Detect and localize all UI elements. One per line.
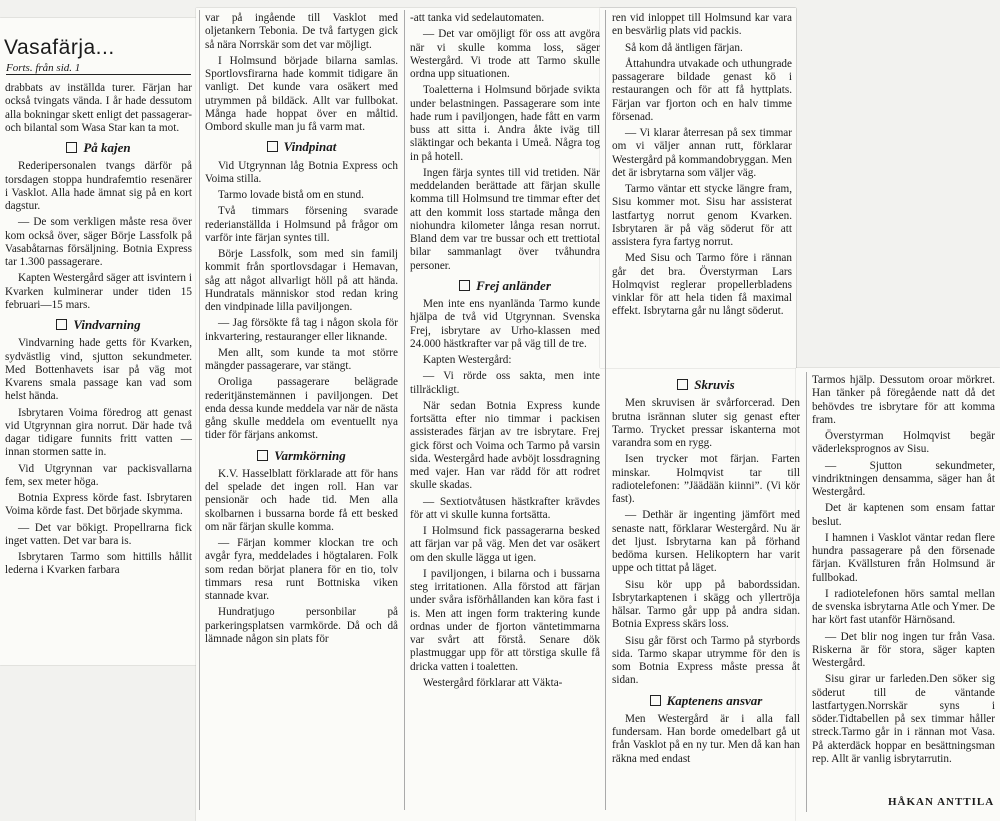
paragraph: Kapten Westergård säger att isvintern i Kvarken kulminerar under tiden 15 februari—15 mars. (5, 272, 192, 311)
paragraph: Toaletterna i Holmsund började svikta under belastningen. Passagerare som inte hade rum i paviljongen, hade fått en varm buss att sitta i. Andra åkte iväg till släktingar och bekanta i Umeå. Några tog in på hotell. (410, 84, 600, 163)
column-rule (404, 10, 405, 810)
paragraph: — Färjan kommer klockan tre och avgår fyra, meddelades i högtalaren. Folk som redan börjat planera för en tio, tolv timmars resa runt Bottniska viken stannade kvar. (205, 537, 398, 602)
paragraph: Sisu kör upp på babordssidan. Isbrytarkaptenen i skägg och yllertröja hälsar. Tarmo går upp på andra sidan. Botnia Express skärs loss. (612, 578, 800, 631)
square-bullet-icon (267, 141, 278, 152)
paragraph: Rederipersonalen tvangs därför på torsdagen stoppa hundrafemtio resenärer i Vasklot. Alla hade ämnat sig på en kort dagstur. (5, 160, 192, 212)
paragraph: — Det var omöjligt för oss att avgöra när vi skulle komma loss, säger Westergård. Vi trode att Tarmo skulle ordna upp situationen. (410, 28, 600, 80)
subheading (612, 378, 800, 391)
paragraph: Tarmo väntar ett stycke längre fram, Sisu kommer mot. Sisu har assisterat lastfartyg norrut genom Kvarken. Isbrytaren är på väg söderut för att assistera fyra fartyg norrut. (612, 183, 792, 248)
paragraph: Kapten Westergård: (423, 354, 512, 366)
paragraph: K.V. Hasselblatt förklarade att för hans del spelade det ingen roll. Han var pensionär och hade tid. Men alla skolbarnen i bussarna borde få ett besked om när färjan skulle komma. (205, 467, 398, 533)
article-title: Vasafärja... (4, 36, 115, 59)
paragraph: — Jag försökte få tag i någon skola för inkvartering, restauranger eller liknande. (205, 317, 398, 343)
paragraph: Hundratjugo personbilar på parkeringsplatsen varmkörde. Då och då lämnade någon sin plats för (205, 606, 398, 645)
paragraph: Isen trycker mot färjan. Farten minskar. Holmqvist tar till radiotelefonen: ”Jäädään kiinni”. (Vi kör fast). (612, 453, 800, 505)
paragraph: Börje Lassfolk, som med sin familj kommit från sportlovsdagar i Hemavan, såg att något allvarligt höll på att hända. Hundratals människor stod redan kring den vindpinade lilla paviljongen. (205, 248, 398, 313)
paragraph: Åttahundra utvakade och uthungrade passagerare bildade genast kö i restaurangen och för att få hyttplats. Färjan var fjorton och en halv timme försenad. (612, 57, 792, 123)
column-rule (199, 10, 200, 810)
paragraph: — Dethär är ingenting jämfört med senaste natt, förklarar Westergård. Nu är det ljust. Isbrytarna kan på förhand bedöma kursen. Helikoptern har varit uppe och tittat på läget. (612, 509, 800, 575)
subheading (5, 141, 192, 154)
paragraph: Vid Utgrynnan låg Botnia Express och Voima stilla. (205, 159, 398, 185)
paragraph: Med Sisu och Tarmo före i rännan går det bra. Överstyrman Lars Holmqvist reglerar propellerbladens vinklar för att hela tiden få maximal effekt. Isbrytarna går nu långt söderut. (612, 252, 792, 318)
square-bullet-icon (650, 695, 661, 706)
paragraph: Vid Utgrynnan var packisvallarna fem, sex meter höga. (5, 462, 192, 488)
paragraph: I Holmsund fick passagerarna besked att färjan var på väg. Men det var osäkert om den skulle lägga ut igen. (410, 525, 600, 564)
square-bullet-icon (66, 142, 77, 153)
paragraph: ren vid inloppet till Holmsund kar vara en besvärlig plats vid packis. (612, 12, 792, 38)
paragraph: I paviljongen, i bilarna och i bussarna steg irritationen. Alla förstod att färjan under svåra isförhållanden kan köra fast i is. Men att ingen form traktering kunde ordnas under de fjorton väntetimmarna var svårt att förstå. Senare dök plastmuggar upp för att törstiga skulle få dricka vatten i toaletten. (410, 567, 600, 673)
subheading-text: Skruvis (694, 377, 735, 392)
paragraph: — Det var bökigt. Propellrarna fick inget vatten. Det var bara is. (5, 521, 192, 547)
paragraph: Sisu girar ur farleden.Den söker sig söderut till de väntande lastfartygen.Norrskär syns i söder.Tidtabellen på sex timmar håller streck.Tarmo går in i rännan mot Vasa. På akterdäck hoppar en besättningsman rep. Allt är vanlig isbrytarrutin. (812, 673, 995, 765)
paragraph: Isbrytaren Voima föredrog att genast vid Utgrynnan gira norrut. Där hade två dagar tidigare funnits fritt vatten — innan stormen satte in. (5, 406, 192, 459)
subheading-text: Vindpinat (283, 139, 337, 155)
paragraph: Men inte ens nyanlända Tarmo kunde hjälpa de två vid Utgrynnan. Svenska Frej, isbrytare av Urho-klassen med 24.000 hästkrafter var på väg till de tre. (410, 298, 600, 350)
paragraph: Sisu går först och Tarmo på styrbords sida. Tarmo skapar utrymme för den is som Botnia Express måste pressa åt sidan. (612, 634, 800, 687)
subheading (5, 318, 192, 331)
paragraph: Men allt, som kunde ta mot större mängder passagerare, var stängt. (205, 346, 398, 372)
paragraph: Två timmars försening svarade rederianställda i Holmsund på frågor om varför inte färjan syntes till. (205, 205, 398, 244)
paragraph: Det är kaptenen som ensam fattar beslut. (812, 502, 995, 528)
paragraph: — Det blir nog ingen tur från Vasa. Riskerna är för stora, säger kapten Westergård. (812, 630, 995, 669)
paragraph: — De som verkligen måste resa över kom också över, säger Börje Lassfolk på Vasabåtarnas försäljning. Botnia Express tar 1.300 passagerare. (5, 216, 192, 268)
article-column-5 (612, 372, 800, 817)
paragraph: Vindvarning hade getts för Kvarken, sydvästlig vind, sjutton sekundmeter. Med Bottenhavets isar på väg mot Kvarens smala passage kan vad som helst hända. (5, 337, 192, 403)
paragraph: Så kom då äntligen färjan. (625, 41, 743, 54)
article-column-6 (812, 374, 995, 794)
paragraph: -att tanka vid sedelautomaten. (410, 12, 545, 24)
subheading (410, 279, 600, 292)
paragraph: När sedan Botnia Express kunde fortsätta efter nio timmar i packisen assisterades färjan av tre isbrytare. Frej gick först och Voima och Tarmo på varsin sida. Westergård hade avböjt lossdragning med vajer. Han var rädd för att rodret skulle skadas. (410, 399, 600, 492)
paragraph: Men skruvisen är svårforcerad. Den brutna isrännan sluter sig genast efter Tarmo. Trycket pressar iskanterna mot varandra som en rygg. (612, 397, 800, 449)
article-column-4 (612, 12, 792, 364)
paragraph: drabbats av inställda turer. Färjan har också tvingats vända. I år hade dessutom alla bokningar skett enligt det passagerar- och bilantal som Wasa Star kan ta mot. (5, 82, 192, 134)
paragraph: — Sjutton sekundmeter, vindriktningen densamma, säger han åt Westergård. (812, 459, 995, 498)
paragraph: Överstyrman Holmqvist begär väderleksprognos av Sisu. (812, 430, 995, 456)
square-bullet-icon (459, 280, 470, 291)
paragraph: I Holmsund började bilarna samlas. Sportlovsfirarna hade kommit tidigare än vanligt. Det kunde vara osäkert med utrymmen på bildäck. Allt var fullbokat. Många hade hoppat över en måltid. Ombord skulle man ju få varm mat. (205, 54, 398, 133)
column-rule (605, 10, 606, 810)
subheading-text: Frej anländer (476, 277, 551, 293)
paragraph: — Vi rörde oss sakta, men inte tillräckligt. (410, 370, 600, 396)
subheading (205, 140, 398, 153)
paragraph: Tarmo lovade bistå om en stund. (218, 189, 364, 201)
article-column-3 (410, 12, 600, 817)
paragraph: Ingen färja syntes till vid tretiden. När meddelanden berättade att färjan skulle komma till Holmsund tre timmar efter det att den kommit loss startade många den niohundra kilometer långa resan norrut. Bland dem var tre bussar och ett trettiotal bilar sammanlagt över tvåhundra personer. (410, 166, 600, 272)
column-rule (806, 372, 807, 812)
subheading-text: Vindvarning (73, 317, 141, 332)
square-bullet-icon (56, 319, 67, 330)
paragraph: Botnia Express körde fast. Isbrytaren Voima körde fast. Det började skymma. (5, 492, 192, 518)
subheading-text: På kajen (83, 140, 131, 155)
square-bullet-icon (257, 450, 268, 461)
paragraph: — Sextiotvåtusen hästkrafter krävdes för att vi skulle kunna fortsätta. (410, 495, 600, 521)
subheading (205, 449, 398, 462)
subheading-text: Kaptenens ansvar (666, 692, 763, 708)
paragraph: var på ingående till Vasklot med oljetankern Tebonia. De två fartygen gick så nära Norrskär som det var möjligt. (205, 12, 398, 51)
author-signature: HÅKAN ANTTILA (888, 796, 995, 808)
article-column-1 (5, 82, 192, 657)
subheading (612, 694, 800, 707)
article-column-2 (205, 12, 398, 817)
paragraph: Westergård förklarar att Väkta- (423, 676, 563, 689)
paragraph: Isbrytaren Tarmo som hittills hållit lederna i Kvarken farbara (5, 551, 192, 577)
paragraph: — Vi klarar återresan på sex timmar om vi väljer annan rutt, förklarar Westergård på kommandobryggan. Men det är isbrytarna som väljer väg. (612, 127, 792, 179)
paragraph: Tarmos hjälp. Dessutom oroar mörkret. Han tänker på föregående natt då det behövdes tre isbrytare för att komma fram. (812, 374, 995, 426)
paragraph: I hamnen i Vasklot väntar redan flere hundra passagerare på den försenade färjan. Kvällsturen från Holmsund är fullbokad. (812, 531, 995, 584)
paragraph: I radiotelefonen hörs samtal mellan de svenska isbrytarna Atle och Ymer. De har kört fast utanför Härnösand. (812, 587, 995, 627)
paragraph: Oroliga passagerare belägrade rederitjänstemännen i paviljongen. Det enda dessa kunde meddela var när de nästa gång skulle meddela om eventuellt nya tider för färjans ankomst. (205, 376, 398, 442)
continued-from: Forts. från sid. 1 (6, 62, 191, 75)
paragraph: Men Westergård är i alla fall fundersam. Han borde omedelbart gå ut från Vasklot på en ny tur. Men då kan han räkna med endast (612, 712, 800, 765)
square-bullet-icon (677, 379, 688, 390)
subheading-text: Varmkörning (274, 447, 346, 463)
